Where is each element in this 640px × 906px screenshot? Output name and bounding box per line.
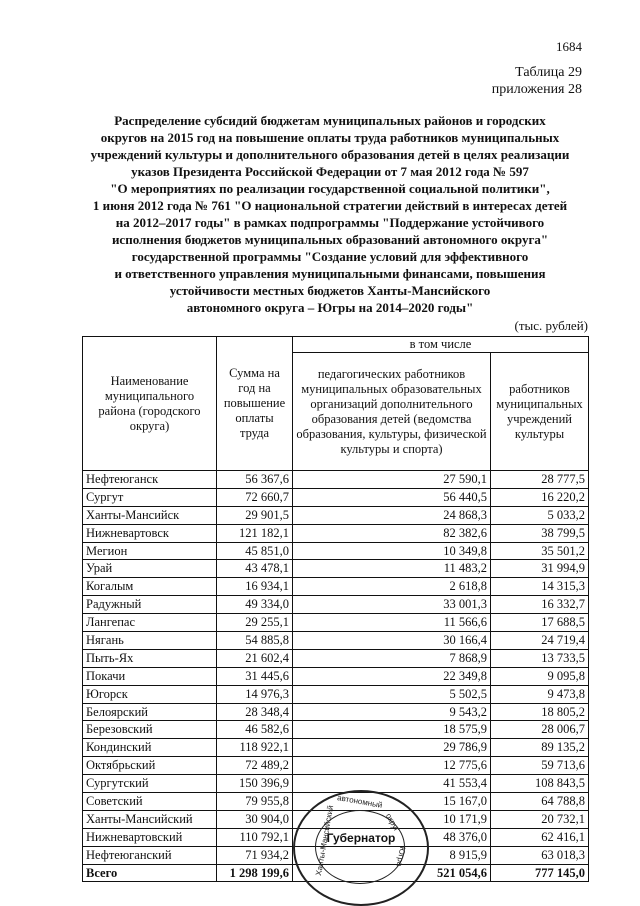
cell-name: Сургутский: [83, 775, 217, 793]
cell-total: 46 582,6: [217, 721, 293, 739]
cell-teachers: 8 915,9: [293, 846, 491, 864]
cell-total: 72 489,2: [217, 757, 293, 775]
cell-name: Лангепас: [83, 614, 217, 632]
title-line: "О мероприятиях по реализации государственной социальной политики",: [110, 181, 550, 196]
cell-total: 79 955,8: [217, 793, 293, 811]
cell-teachers: 9 543,2: [293, 703, 491, 721]
table-ref-line-2: приложения 28: [491, 82, 582, 97]
title-line: округов на 2015 год на повышение оплаты труда работников муниципальных: [100, 130, 560, 145]
table-row: [83, 649, 589, 667]
cell-total: 30 904,0: [217, 810, 293, 828]
cell-culture: 18 805,2: [491, 703, 589, 721]
title-line: исполнения бюджетов муниципальных образований автономного округа": [111, 232, 549, 247]
cell-teachers: 2 618,8: [293, 578, 491, 596]
cell-culture: 20 732,1: [491, 810, 589, 828]
table-ref-line-1: Таблица 29: [515, 65, 582, 80]
cell-name: Когалым: [83, 578, 217, 596]
cell-name: Урай: [83, 560, 217, 578]
cell-name: Ханты-Мансийский: [83, 810, 217, 828]
cell-teachers: 22 349,8: [293, 667, 491, 685]
cell-name: Октябрьский: [83, 757, 217, 775]
stamp-center-text: Губернатор: [326, 831, 396, 845]
title-line: автономного округа – Югры на 2014–2020 годы": [186, 300, 474, 315]
cell-total: 49 334,0: [217, 596, 293, 614]
cell-name: Белоярский: [83, 703, 217, 721]
cell-teachers: 41 553,4: [293, 775, 491, 793]
cell-total: 14 976,3: [217, 685, 293, 703]
cell-total: 21 602,4: [217, 649, 293, 667]
cell-name: Нижневартовск: [83, 524, 217, 542]
table-row: [83, 685, 589, 703]
cell-culture: 16 332,7: [491, 596, 589, 614]
table-row: [83, 757, 589, 775]
cell-name: Березовский: [83, 721, 217, 739]
cell-total: 29 901,5: [217, 506, 293, 524]
cell-total: 31 445,6: [217, 667, 293, 685]
cell-teachers: 33 001,3: [293, 596, 491, 614]
table-row: [83, 614, 589, 632]
table-row: [83, 542, 589, 560]
cell-total: 118 922,1: [217, 739, 293, 757]
title-line: Распределение субсидий бюджетам муниципальных районов и городских: [114, 113, 546, 128]
cell-name: Югорск: [83, 685, 217, 703]
cell-culture: 59 713,6: [491, 757, 589, 775]
cell-teachers: 10 171,9: [293, 810, 491, 828]
governor-stamp: [293, 790, 429, 906]
cell-culture: 17 688,5: [491, 614, 589, 632]
cell-culture: 9 473,8: [491, 685, 589, 703]
cell-total: 43 478,1: [217, 560, 293, 578]
table-row: [83, 739, 589, 757]
table-row: [83, 703, 589, 721]
total-culture: 777 145,0: [491, 864, 589, 882]
cell-teachers: 12 775,6: [293, 757, 491, 775]
cell-culture: 16 220,2: [491, 488, 589, 506]
table-reference: [492, 64, 582, 98]
cell-name: Мегион: [83, 542, 217, 560]
cell-name: Пыть-Ях: [83, 649, 217, 667]
cell-name: Покачи: [83, 667, 217, 685]
cell-total: 121 182,1: [217, 524, 293, 542]
stamp-ring-text: Ханты-Мансийский: [314, 804, 336, 877]
cell-teachers: 18 575,9: [293, 721, 491, 739]
cell-teachers: 11 483,2: [293, 560, 491, 578]
cell-culture: 62 416,1: [491, 828, 589, 846]
stamp-ring-text: автономный: [336, 793, 383, 810]
header-group: в том числе: [293, 337, 589, 353]
cell-name: Нижневартовский: [83, 828, 217, 846]
table-row: [83, 560, 589, 578]
cell-teachers: 10 349,8: [293, 542, 491, 560]
cell-teachers: 82 382,6: [293, 524, 491, 542]
cell-teachers: 56 440,5: [293, 488, 491, 506]
table-row: [83, 506, 589, 524]
document-title: [70, 112, 590, 316]
cell-teachers: 24 868,3: [293, 506, 491, 524]
cell-teachers: 48 376,0: [293, 828, 491, 846]
header-total: Сумма на год на повышение оплаты труда: [217, 337, 293, 471]
title-line: государственной программы "Создание условий для эффективного: [131, 249, 529, 264]
cell-name: Радужный: [83, 596, 217, 614]
title-line: устойчивости местных бюджетов Ханты-Мансийского: [169, 283, 491, 298]
table-row: [83, 471, 589, 489]
table-row: [83, 632, 589, 650]
cell-teachers: 15 167,0: [293, 793, 491, 811]
header-teachers: педагогических работников муниципальных образовательных организаций дополнительного образования детей (ведомства образования, культуры, физической культуры и спорта): [293, 353, 491, 471]
cell-total: 29 255,1: [217, 614, 293, 632]
table-row: [83, 488, 589, 506]
stamp-ring-text: Югра: [394, 845, 408, 868]
cell-teachers: 29 786,9: [293, 739, 491, 757]
cell-name: Нефтеюганск: [83, 471, 217, 489]
cell-culture: 28 777,5: [491, 471, 589, 489]
total-sum: 1 298 199,6: [217, 864, 293, 882]
cell-teachers: 11 566,6: [293, 614, 491, 632]
cell-total: 16 934,1: [217, 578, 293, 596]
cell-culture: 31 994,9: [491, 560, 589, 578]
cell-total: 56 367,6: [217, 471, 293, 489]
table-row: [83, 775, 589, 793]
cell-total: 72 660,7: [217, 488, 293, 506]
cell-total: 45 851,0: [217, 542, 293, 560]
cell-culture: 63 018,3: [491, 846, 589, 864]
cell-culture: 35 501,2: [491, 542, 589, 560]
page-number: 1684: [556, 39, 582, 54]
cell-teachers: 27 590,1: [293, 471, 491, 489]
cell-total: 150 396,9: [217, 775, 293, 793]
title-line: указов Президента Российской Федерации от 7 мая 2012 года № 597: [131, 164, 529, 179]
title-line: и ответственного управления муниципальными финансами, повышения: [114, 266, 546, 281]
cell-culture: 5 033,2: [491, 506, 589, 524]
cell-culture: 89 135,2: [491, 739, 589, 757]
header-culture: работников муниципальных учреждений культуры: [491, 353, 589, 471]
header-name: Наименование муниципального района (городского округа): [83, 337, 217, 471]
cell-culture: 38 799,5: [491, 524, 589, 542]
units-note: (тыс. рублей): [514, 318, 588, 333]
cell-culture: 108 843,5: [491, 775, 589, 793]
cell-total: 54 885,8: [217, 632, 293, 650]
table-row: [83, 721, 589, 739]
title-line: 1 июня 2012 года № 761 "О национальной стратегии действий в интересах детей: [92, 198, 568, 213]
table-row: [83, 578, 589, 596]
cell-name: Нягань: [83, 632, 217, 650]
cell-total: 71 934,2: [217, 846, 293, 864]
cell-total: 110 792,1: [217, 828, 293, 846]
cell-name: Ханты-Мансийск: [83, 506, 217, 524]
table-row: [83, 667, 589, 685]
total-teachers: 521 054,6: [293, 864, 491, 882]
title-line: учреждений культуры и дополнительного образования детей в целях реализации: [90, 147, 570, 162]
total-label: Всего: [83, 864, 217, 882]
cell-culture: 24 719,4: [491, 632, 589, 650]
title-line: на 2012–2017 годы" в рамках подпрограммы "Поддержание устойчивого: [115, 215, 545, 230]
cell-teachers: 30 166,4: [293, 632, 491, 650]
cell-culture: 13 733,5: [491, 649, 589, 667]
cell-culture: 9 095,8: [491, 667, 589, 685]
cell-name: Нефтеюганский: [83, 846, 217, 864]
table-row: [83, 524, 589, 542]
cell-culture: 14 315,3: [491, 578, 589, 596]
stamp-ring-text: округ: [383, 811, 402, 834]
cell-culture: 64 788,8: [491, 793, 589, 811]
cell-teachers: 5 502,5: [293, 685, 491, 703]
cell-teachers: 7 868,9: [293, 649, 491, 667]
cell-culture: 28 006,7: [491, 721, 589, 739]
cell-name: Советский: [83, 793, 217, 811]
cell-name: Сургут: [83, 488, 217, 506]
table-row: [83, 596, 589, 614]
cell-name: Кондинский: [83, 739, 217, 757]
cell-total: 28 348,4: [217, 703, 293, 721]
